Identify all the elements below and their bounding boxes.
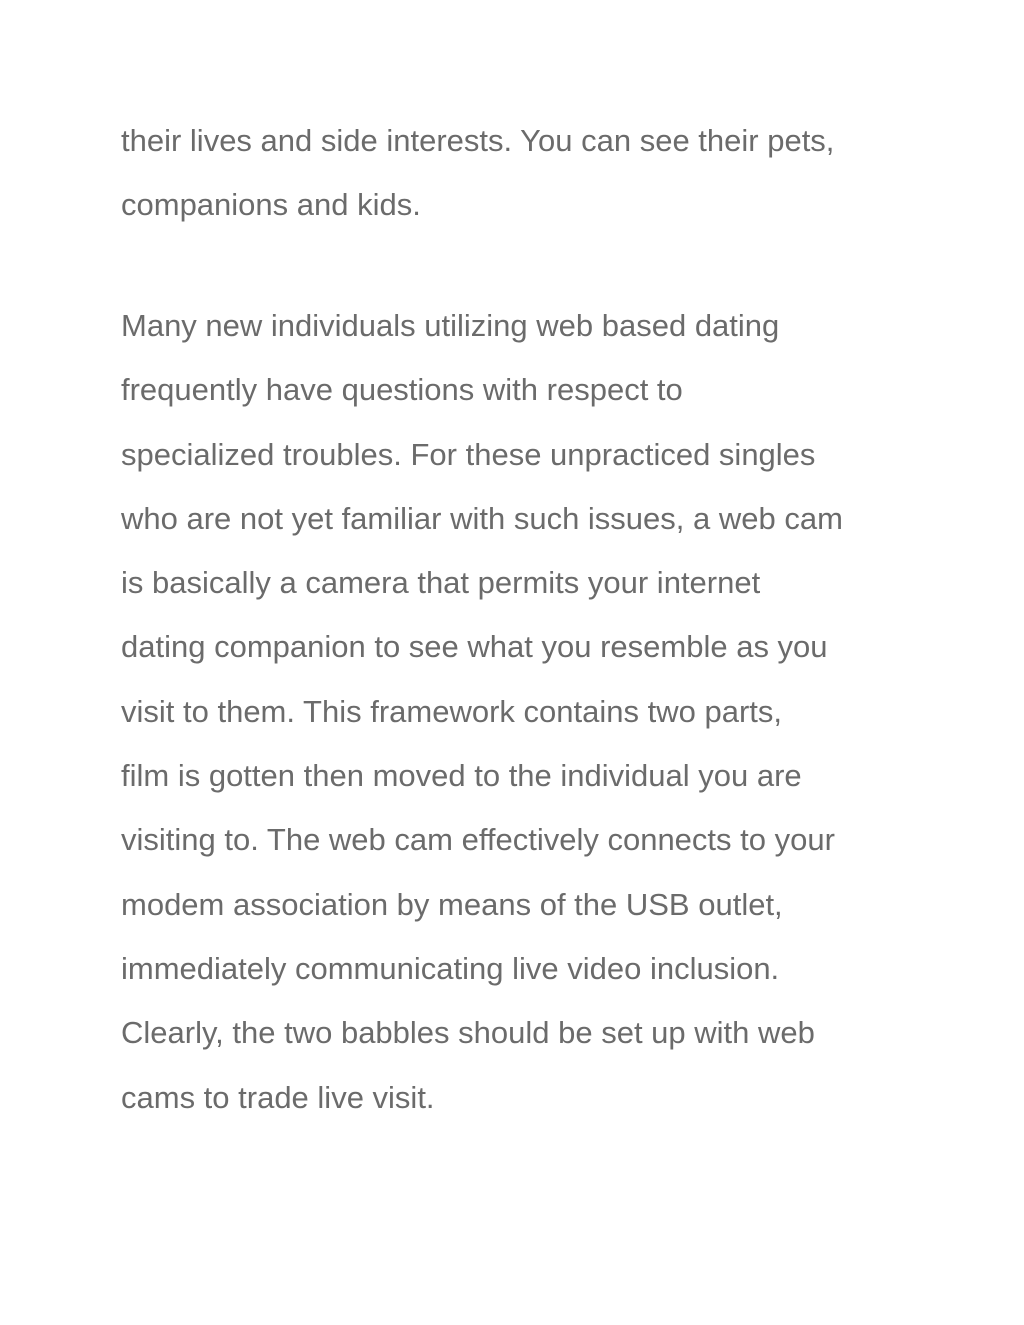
- paragraph-line: cams to trade live visit.: [121, 1079, 435, 1115]
- paragraph-line: Many new individuals utilizing web based dating: [121, 308, 780, 343]
- paragraph-line: is basically a camera that permits your internet: [121, 565, 761, 601]
- paragraph-line: specialized troubles. For these unpracticed singles: [121, 436, 816, 472]
- paragraph-line: visiting to. The web cam effectively connects to your: [121, 822, 835, 858]
- paragraph-line: dating companion to see what you resemble as you: [121, 629, 828, 665]
- paragraph-1: [121, 109, 921, 238]
- paragraph-line: Clearly, the two babbles should be set up with web: [121, 1015, 815, 1051]
- paragraph-line: frequently have questions with respect to: [121, 372, 683, 408]
- paragraph-line: companions and kids.: [121, 187, 421, 223]
- paragraph-line: visit to them. This framework contains two parts,: [121, 693, 782, 729]
- paragraph-2: [121, 294, 921, 1130]
- paragraph-line: immediately communicating live video inclusion.: [121, 950, 780, 986]
- paragraph-line: their lives and side interests. You can see their pets,: [121, 123, 835, 158]
- paragraph-line: who are not yet familiar with such issues, a web cam: [121, 500, 843, 536]
- paragraph-line: film is gotten then moved to the individual you are: [121, 758, 802, 794]
- paragraph-line: modem association by means of the USB outlet,: [121, 886, 783, 922]
